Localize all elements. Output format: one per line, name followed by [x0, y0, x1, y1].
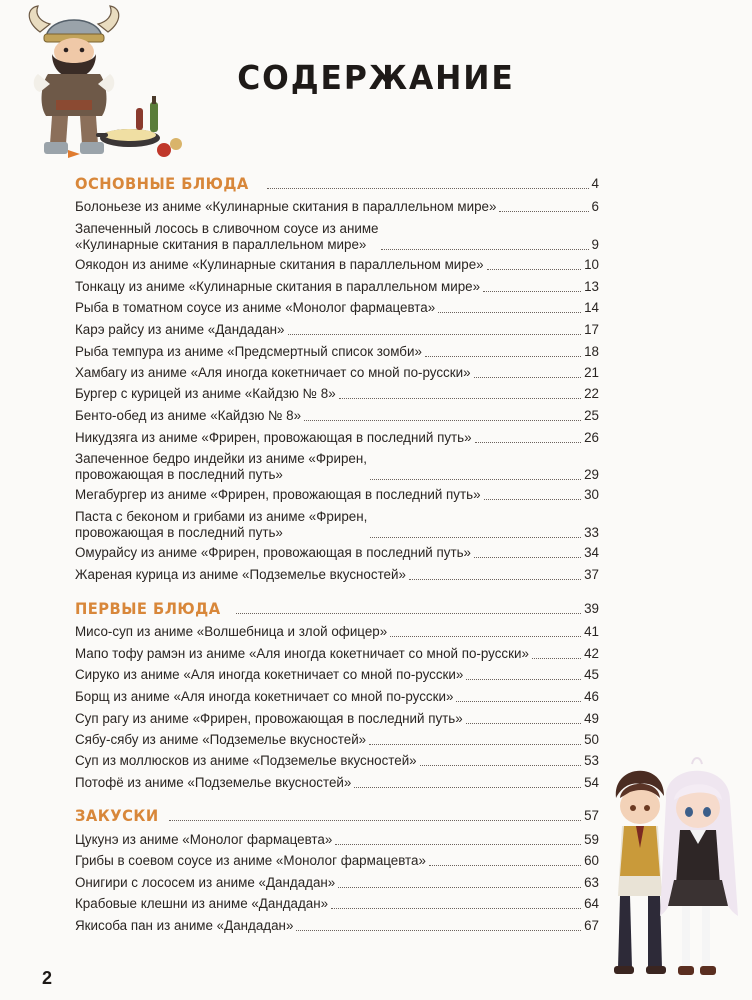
section-title: ЗАКУСКИ — [75, 806, 159, 825]
dot-leader — [409, 579, 581, 580]
dot-leader — [466, 679, 581, 680]
dot-leader — [474, 377, 582, 378]
section-heading-snacks[interactable] — [75, 808, 599, 824]
page-title: СОДЕРЖАНИЕ — [237, 58, 515, 97]
toc-entry[interactable] — [75, 775, 599, 791]
toc-entry[interactable] — [75, 896, 599, 912]
entry-title: Якисоба пан из аниме «Дандадан» — [75, 918, 294, 933]
dot-leader — [331, 908, 581, 909]
entry-title: Жареная курица из аниме «Подземелье вкусностей» — [75, 567, 406, 582]
dot-leader — [532, 658, 581, 659]
toc-entry[interactable] — [75, 918, 599, 934]
dot-leader — [369, 744, 581, 745]
section-title: ПЕРВЫЕ БЛЮДА — [75, 599, 221, 618]
dot-leader — [390, 636, 581, 637]
dot-leader — [339, 398, 581, 399]
entry-page: 18 — [584, 344, 599, 359]
entry-title-line: Запеченный лосось в сливочном соусе из аниме — [75, 221, 379, 236]
dot-leader — [487, 269, 581, 270]
entry-page: 49 — [584, 711, 599, 726]
entry-title — [75, 509, 367, 541]
entry-page: 67 — [584, 918, 599, 933]
entry-page: 17 — [584, 322, 599, 337]
toc-entry[interactable] — [75, 545, 599, 561]
dot-leader — [474, 557, 581, 558]
entry-page: 33 — [584, 525, 599, 540]
dot-leader — [466, 723, 581, 724]
dot-leader — [370, 537, 581, 538]
entry-page: 13 — [584, 279, 599, 294]
dot-leader — [438, 312, 581, 313]
toc-entry[interactable] — [75, 624, 599, 640]
entry-title: Мегабургер из аниме «Фрирен, провожающая в последний путь» — [75, 487, 481, 502]
entry-page: 45 — [584, 667, 599, 682]
entry-title: Грибы в соевом соусе из аниме «Монолог фармацевта» — [75, 853, 426, 868]
entry-title: Мисо-суп из аниме «Волшебница и злой офицер» — [75, 624, 388, 639]
section-heading-main-dishes[interactable] — [75, 176, 599, 192]
toc-entry[interactable] — [75, 853, 599, 869]
toc-entry[interactable] — [75, 279, 599, 295]
entry-page: 54 — [584, 775, 599, 790]
toc-entry[interactable] — [75, 567, 599, 583]
entry-title: Рыба темпура из аниме «Предсмертный список зомби» — [75, 344, 422, 359]
toc-entry[interactable] — [75, 487, 599, 503]
dot-leader — [484, 499, 582, 500]
entry-page: 26 — [584, 430, 599, 445]
dot-leader — [296, 930, 581, 931]
toc-entry[interactable] — [75, 646, 599, 662]
dot-leader — [381, 249, 588, 250]
toc-entry[interactable] — [75, 430, 599, 446]
entry-page: 53 — [584, 753, 599, 768]
section-page: 57 — [584, 808, 599, 823]
toc-entry[interactable] — [75, 221, 599, 253]
entry-page: 63 — [584, 875, 599, 890]
toc-entry[interactable] — [75, 832, 599, 848]
entry-title: Крабовые клешни из аниме «Дандадан» — [75, 896, 329, 911]
page-number: 2 — [42, 968, 53, 988]
entry-page: 46 — [584, 689, 599, 704]
entry-page: 21 — [584, 365, 599, 380]
dot-leader — [335, 844, 581, 845]
anime-couple-illustration — [602, 756, 748, 996]
entry-title: Суп из моллюсков из аниме «Подземелье вкусностей» — [75, 753, 417, 768]
toc-entry[interactable] — [75, 451, 599, 483]
entry-page: 6 — [591, 199, 599, 214]
entry-title — [75, 221, 378, 253]
entry-page: 30 — [584, 487, 599, 502]
entry-page: 37 — [584, 567, 599, 582]
entry-page: 25 — [584, 408, 599, 423]
entry-title: Тонкацу из аниме «Кулинарные скитания в параллельном мире» — [75, 279, 481, 294]
toc-entry[interactable] — [75, 257, 599, 273]
toc-entry[interactable] — [75, 753, 599, 769]
dot-leader — [425, 356, 581, 357]
entry-title: Болоньезе из аниме «Кулинарные скитания в параллельном мире» — [75, 199, 497, 214]
entry-page: 9 — [591, 237, 599, 252]
entry-title: Оякодон из аниме «Кулинарные скитания в параллельном мире» — [75, 257, 484, 272]
dot-leader — [338, 887, 581, 888]
entry-title: Карэ райсу из аниме «Дандадан» — [75, 322, 285, 337]
entry-title — [75, 451, 367, 483]
entry-title-line: провожающая в последний путь» — [75, 467, 283, 482]
section-heading-first-courses[interactable] — [75, 601, 599, 617]
entry-page: 10 — [584, 257, 599, 272]
entry-title: Цукунэ из аниме «Монолог фармацевта» — [75, 832, 333, 847]
dot-leader — [483, 291, 581, 292]
dot-leader — [236, 613, 581, 614]
entry-page: 41 — [584, 624, 599, 639]
toc-entry[interactable] — [75, 408, 599, 424]
dot-leader — [429, 865, 581, 866]
entry-title: Суп рагу из аниме «Фрирен, провожающая в последний путь» — [75, 711, 463, 726]
toc-entry[interactable] — [75, 365, 599, 381]
dot-leader — [420, 765, 581, 766]
dot-leader — [475, 442, 582, 443]
entry-title: Потофё из аниме «Подземелье вкусностей» — [75, 775, 352, 790]
toc-entry[interactable] — [75, 199, 599, 215]
entry-title: Бургер с курицей из аниме «Кайдзю № 8» — [75, 386, 336, 401]
toc-entry[interactable] — [75, 711, 599, 727]
dot-leader — [456, 701, 581, 702]
entry-page: 34 — [584, 545, 599, 560]
entry-title: Сябу-сябу из аниме «Подземелье вкусностей» — [75, 732, 367, 747]
entry-title: Бенто-обед из аниме «Кайдзю № 8» — [75, 408, 302, 423]
entry-page: 60 — [584, 853, 599, 868]
section-title: ОСНОВНЫЕ БЛЮДА — [75, 174, 249, 193]
toc-entry[interactable] — [75, 689, 599, 705]
entry-title-line: провожающая в последний путь» — [75, 525, 283, 540]
toc-entry[interactable] — [75, 386, 599, 402]
entry-title: Сируко из аниме «Аля иногда кокетничает со мной по-русски» — [75, 667, 464, 682]
entry-page: 64 — [584, 896, 599, 911]
entry-title: Хамбагу из аниме «Аля иногда кокетничает со мной по-русски» — [75, 365, 471, 380]
entry-title: Мапо тофу рамэн из аниме «Аля иногда кокетничает со мной по-русски» — [75, 646, 529, 661]
entry-page: 22 — [584, 386, 599, 401]
toc-entry[interactable] — [75, 667, 599, 683]
section-page: 39 — [584, 601, 599, 616]
entry-title: Онигири с лососем из аниме «Дандадан» — [75, 875, 336, 890]
dot-leader — [354, 787, 581, 788]
entry-page: 59 — [584, 832, 599, 847]
entry-page: 42 — [584, 646, 599, 661]
toc-entry[interactable] — [75, 344, 599, 360]
entry-title: Никудзяга из аниме «Фрирен, провожающая в последний путь» — [75, 430, 472, 445]
dot-leader — [288, 334, 582, 335]
dot-leader — [267, 188, 589, 189]
entry-title-line: Паста с беконом и грибами из аниме «Фрирен, — [75, 509, 368, 524]
section-page: 4 — [591, 176, 599, 191]
entry-title: Рыба в томатном соусе из аниме «Монолог фармацевта» — [75, 300, 436, 315]
entry-page: 14 — [584, 300, 599, 315]
toc-entry[interactable] — [75, 732, 599, 748]
toc-entry[interactable] — [75, 509, 599, 541]
dot-leader — [499, 211, 588, 212]
entry-title-line: «Кулинарные скитания в параллельном мире» — [75, 237, 367, 252]
entry-page: 29 — [584, 467, 599, 482]
toc-entry[interactable] — [75, 875, 599, 891]
entry-title-line: Запеченное бедро индейки из аниме «Фрирен, — [75, 451, 367, 466]
entry-page: 50 — [584, 732, 599, 747]
toc-entry[interactable] — [75, 300, 599, 316]
entry-title: Омурайсу из аниме «Фрирен, провожающая в последний путь» — [75, 545, 471, 560]
dot-leader — [370, 479, 581, 480]
toc-entry[interactable] — [75, 322, 599, 338]
dot-leader — [304, 420, 581, 421]
dot-leader — [169, 820, 581, 821]
entry-title: Борщ из аниме «Аля иногда кокетничает со мной по-русски» — [75, 689, 454, 704]
